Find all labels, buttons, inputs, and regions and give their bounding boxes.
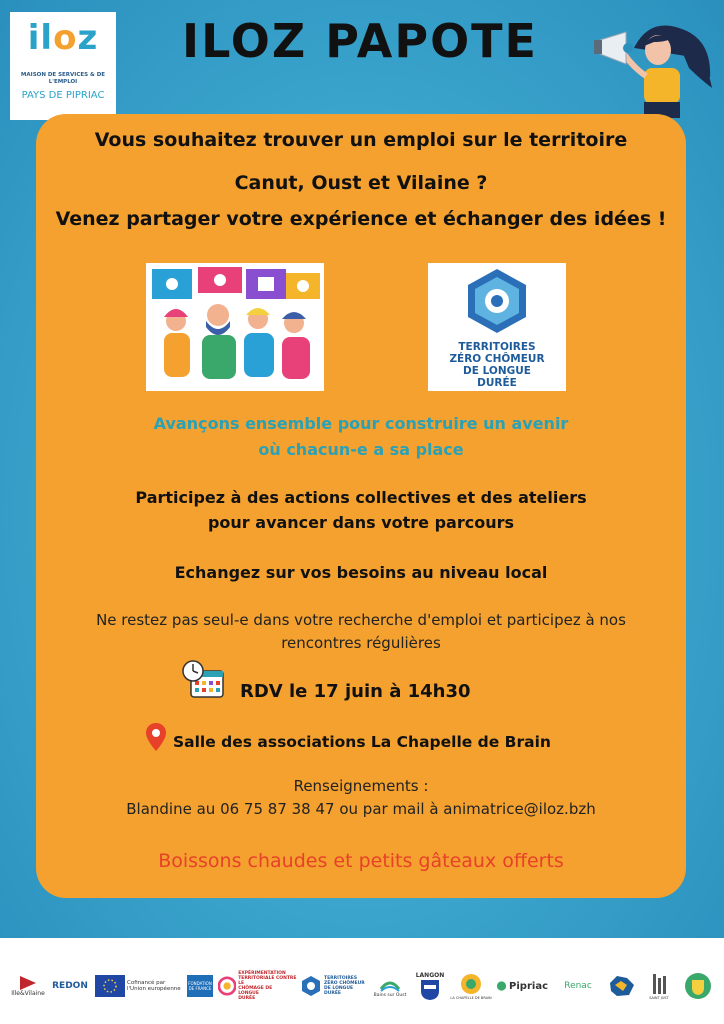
tzcld-line-2: ZÉRO CHÔMEUR — [449, 353, 545, 365]
chapelle-icon — [459, 972, 483, 996]
la-chapelle-de-brain-logo[interactable]: LA CHAPELLE DE BRAIN — [450, 966, 492, 1006]
local-needs: Echangez sur vos besoins au niveau local — [174, 563, 548, 582]
redon-logo[interactable]: REDON — [52, 981, 88, 991]
logo-subtitle: MAISON DE SERVICES & DE L'EMPLOI — [20, 72, 106, 85]
location-address: Salle des associations La Chapelle de Brain — [173, 733, 551, 751]
fondation-de-france-logo[interactable]: FONDATION DE FRANCE — [186, 966, 214, 1006]
megaphone-girl-illustration — [594, 18, 714, 126]
logo-region: PAYS DE PIPRIAC — [21, 90, 105, 101]
offer-text: Boissons chaudes et petits gâteaux offerts — [158, 850, 564, 872]
tzcld-line-3: DE LONGUE — [463, 365, 531, 377]
municipal-crest-logo[interactable] — [680, 966, 716, 1006]
pipriac-icon — [496, 980, 507, 992]
people-discussion-illustration — [146, 263, 324, 391]
tzcld-footer-logo[interactable]: TERRITOIRES ZÉRO CHÔMEUR DE LONGUE DURÉE — [300, 966, 368, 1006]
tzcld-logo[interactable] — [428, 263, 566, 391]
logo-word: iloz — [27, 18, 99, 58]
tzcld-line-4: DURÉE — [477, 377, 517, 389]
actions-line-1: Participez à des actions collectives et des ateliers — [135, 488, 587, 507]
calendar-clock-icon — [181, 659, 225, 699]
actions-line-2: pour avancer dans votre parcours — [207, 513, 515, 532]
saint-ganton-logo[interactable] — [604, 966, 640, 1006]
recherche-line-1: Ne restez pas seul-e dans votre recherche d'emploi et participez à nos — [96, 611, 626, 629]
experimentation-icon — [218, 976, 236, 996]
recherche-line-2: rencontres régulières — [281, 634, 441, 652]
eu-flag-logo[interactable] — [94, 966, 126, 1006]
renac-logo[interactable]: Renac — [564, 981, 592, 991]
crest-icon — [684, 972, 712, 1000]
question-line-3: Venez partager votre expérience et échanger des idées ! — [55, 208, 667, 230]
langon-shield-icon — [420, 979, 440, 1001]
tzcld-line-1: TERRITOIRES — [458, 341, 536, 353]
experimentation-logo[interactable]: EXPÉRIMENTATION TERRITORIALE CONTRE LE CHÔMAGE DE LONGUE DURÉE — [218, 966, 298, 1006]
question-line-2: Canut, Oust et Vilaine ? — [234, 172, 488, 194]
pipriac-logo[interactable]: Pipriac — [496, 966, 548, 1006]
iloz-logo[interactable] — [10, 12, 116, 120]
contact-label: Renseignements : — [293, 777, 429, 795]
hexagon-small-icon — [300, 975, 322, 997]
map-icon — [607, 973, 637, 999]
contact-detail[interactable]: Blandine au 06 75 87 38 47 ou par mail à animatrice@iloz.bzh — [126, 800, 596, 818]
langon-logo[interactable]: LANGON — [414, 966, 446, 1006]
location-pin-icon — [146, 723, 166, 751]
ille-vilaine-icon — [20, 976, 36, 990]
question-line-1: Vous souhaitez trouver un emploi sur le territoire — [94, 129, 628, 151]
hexagon-icon — [428, 263, 566, 343]
tagline-line-2: où chacun-e a sa place — [258, 440, 464, 459]
eu-flag-icon — [95, 975, 125, 997]
bains-icon — [379, 975, 401, 993]
bains-sur-oust-logo[interactable]: Bains sur Oust — [370, 966, 410, 1006]
eu-cofinance-text: Cofinancé par l'Union européenne — [127, 980, 181, 992]
saint-just-logo[interactable]: SAINT JUST — [644, 966, 674, 1006]
ille-vilaine-logo[interactable]: Ille&Vilaine — [8, 966, 48, 1006]
saint-just-icon — [651, 972, 667, 996]
rdv-date: RDV le 17 juin à 14h30 — [240, 681, 471, 702]
page-title: ILOZ PAPOTE — [182, 14, 538, 68]
tagline-line-1: Avançons ensemble pour construire un avenir — [153, 414, 569, 433]
